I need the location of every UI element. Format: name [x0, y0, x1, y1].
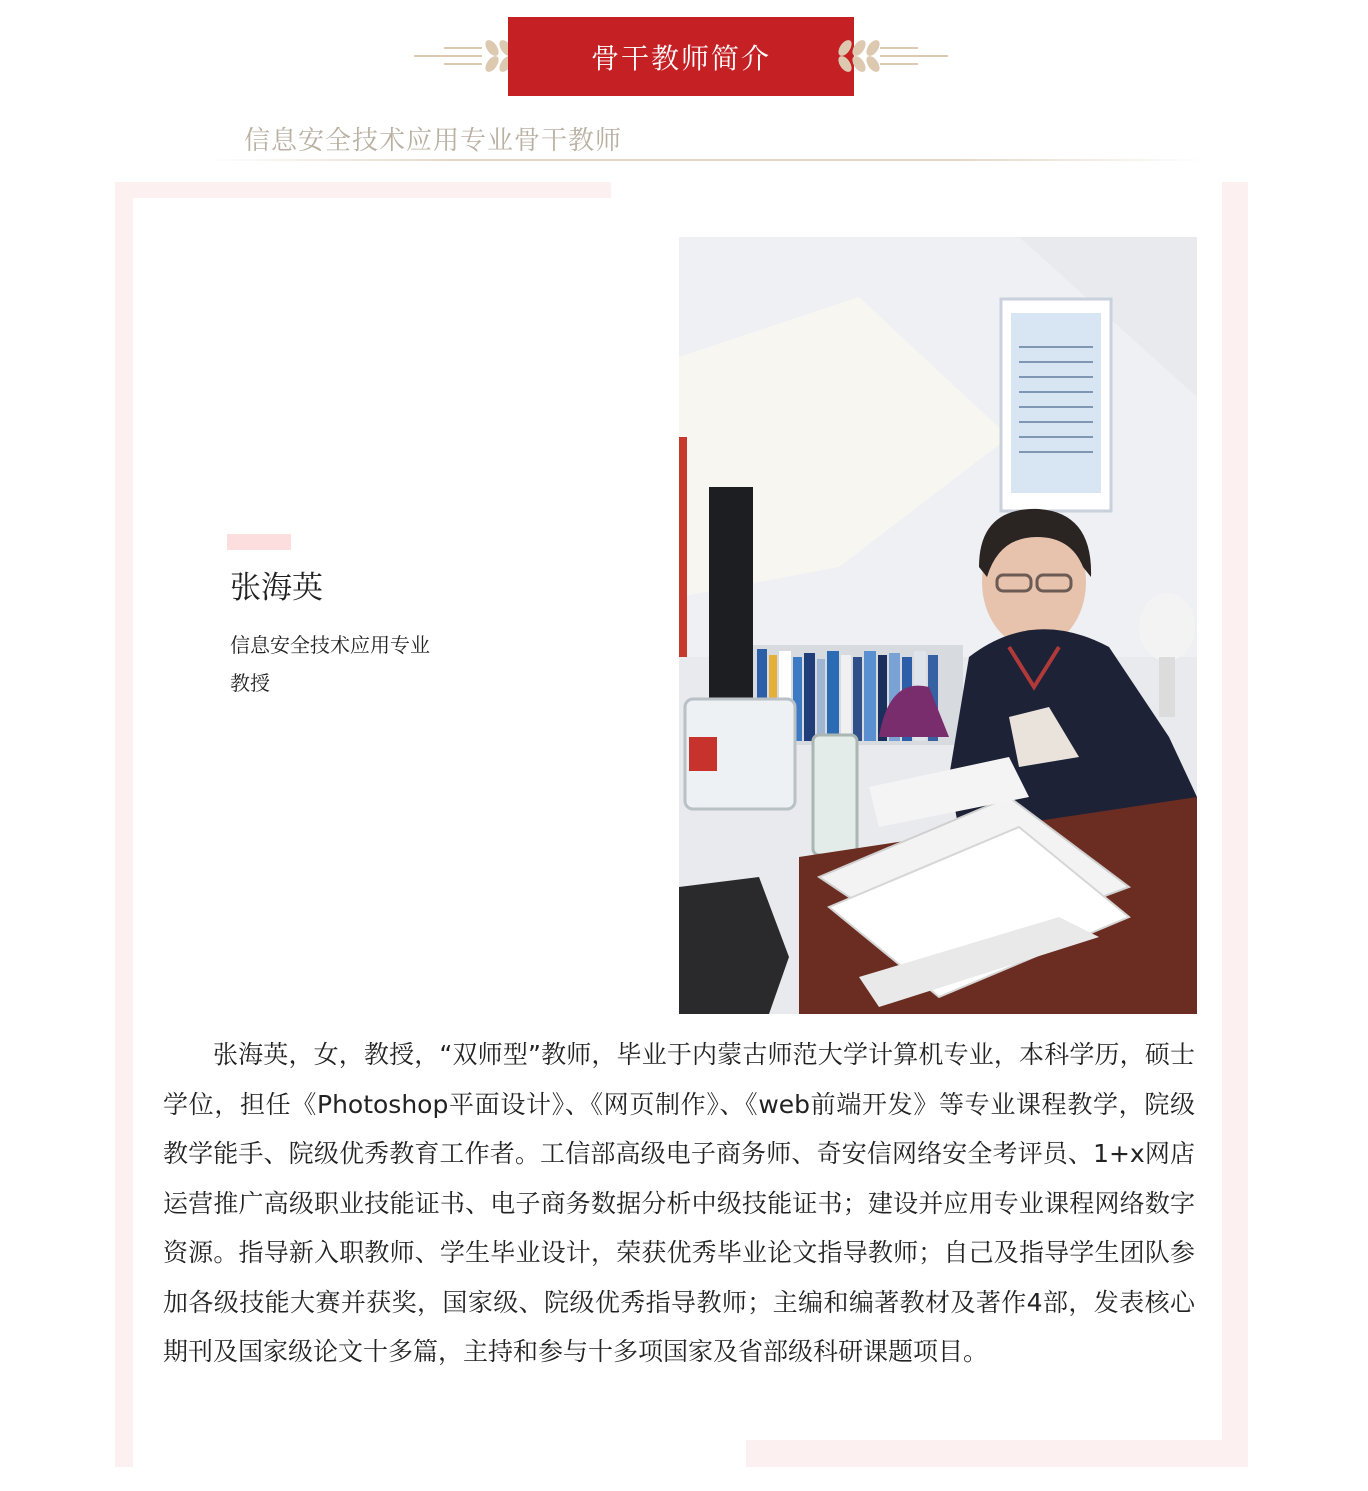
- frame-left-border: [115, 182, 133, 1467]
- right-decor-lines: [880, 42, 948, 70]
- name-accent-bar: [227, 534, 291, 550]
- subtitle-divider: [206, 159, 1206, 161]
- teacher-department: 信息安全技术应用专业: [230, 633, 430, 657]
- section-subtitle: 信息安全技术应用专业骨干教师: [244, 126, 623, 156]
- teacher-title: 教授: [230, 671, 270, 695]
- teacher-photo: [679, 237, 1197, 1014]
- banner-title: 骨干教师简介: [590, 41, 771, 75]
- teacher-name: 张海英: [230, 570, 323, 606]
- left-decor-lines: [414, 42, 482, 70]
- header-banner: [508, 17, 854, 96]
- frame-bottom-border: [746, 1440, 1248, 1467]
- frame-right-border: [1222, 182, 1248, 1467]
- frame-top-border: [115, 182, 611, 198]
- right-wheat-icon: [815, 36, 885, 76]
- teacher-bio: 张海英，女，教授，“双师型”教师，毕业于内蒙古师范大学计算机专业，本科学历，硕士学位，担任《Photoshop平面设计》、《网页制作》、《web前端开发》等专业课程教学，院级教学能手、院级优秀教育工作者。工信部高级电子商务师、奇安信网络安全考评员、1+x网店运营推广高级职业技能证书、电子商务数据分析中级技能证书；建设并应用专业课程网络数字资源。指导新入职教师、学生毕业设计，荣获优秀毕业论文指导教师；自己及指导学生团队参加各级技能大赛并获奖，国家级、院级优秀指导教师；主编和编著教材及著作4部，发表核心期刊及国家级论文十多篇，主持和参与十多项国家及省部级科研课题项目。: [163, 1040, 1195, 1366]
